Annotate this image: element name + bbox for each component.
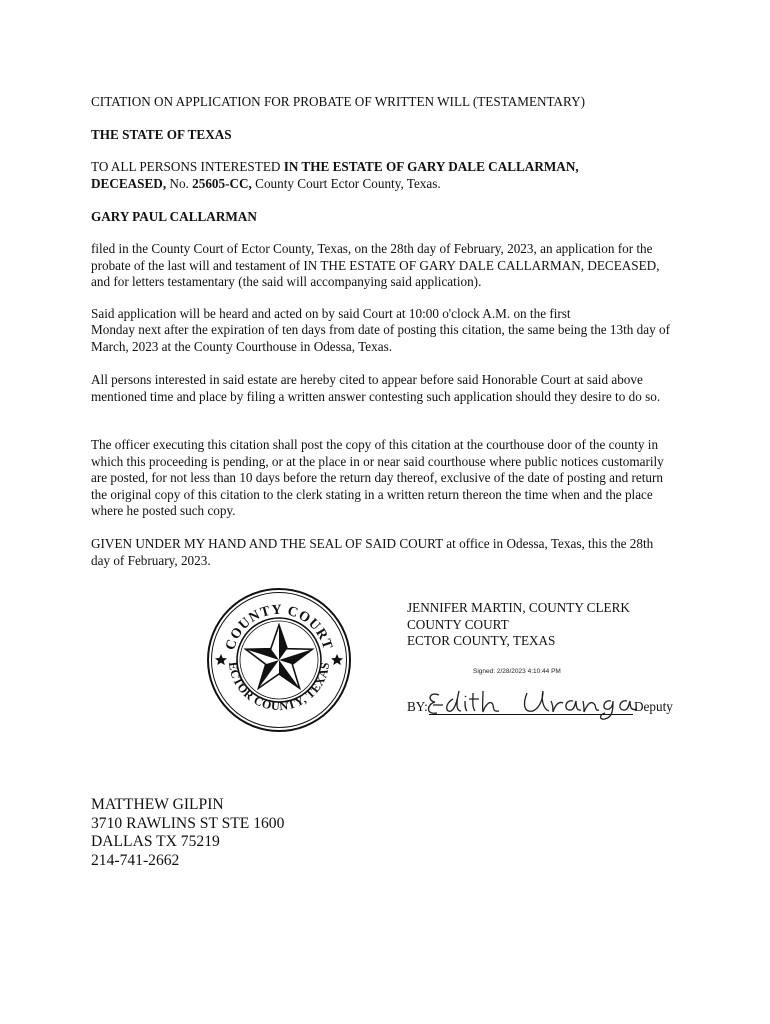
paragraph-cited: All persons interested in said estate are hereby cited to appear before said Honorable Court at said above mentioned time and place by filing a written answer contesting such application should they desire to do so. (91, 372, 661, 404)
clerk-court: COUNTY COURT (407, 616, 509, 632)
attorney-address-line2: DALLAS TX 75219 (91, 833, 220, 850)
case-number: 25605-CC, (192, 175, 252, 191)
by-label: BY: (407, 699, 428, 714)
to-all-persons (91, 159, 651, 192)
attorney-address-block (91, 796, 284, 870)
seal-bottom-text: ECTOR COUNTY, TEXAS (225, 661, 333, 714)
attorney-phone: 214-741-2662 (91, 851, 180, 869)
estate-name: IN THE ESTATE OF GARY DALE CALLARMAN, DECEASED, (91, 159, 579, 191)
texas-star-icon (246, 625, 313, 688)
handwritten-signature (419, 685, 639, 721)
court-text: County Court Ector County, Texas. (251, 175, 441, 191)
paragraph-hearing-2: Monday next after the expiration of ten days from date of posting this citation, the same being the 13th day of March, 2023 at the County Courthouse in Odessa, Texas. (91, 322, 671, 354)
paragraph-hearing-1: Said application will be heard and acted on by said Court at 10:00 o'clock A.M. on the first (91, 306, 571, 321)
state-line: THE STATE OF TEXAS (91, 127, 232, 142)
deputy-label: Deputy (634, 699, 673, 714)
county-court-seal (206, 587, 352, 733)
case-no-label: No. (166, 175, 193, 191)
attorney-address-line1: 3710 RAWLINS ST STE 1600 (91, 814, 285, 832)
paragraph-filed: filed in the County Court of Ector County, Texas, on the 28th day of February, 2023, an application for the probate of the last will and testament of IN THE ESTATE OF GARY DALE CALLARMAN, DECEASED, and for letters testamentary (the said will accompanying said application). (91, 241, 660, 289)
seal-top-text: COUNTY COURT (223, 602, 335, 653)
signature-row (407, 685, 707, 725)
paragraph-given: GIVEN UNDER MY HAND AND THE SEAL OF SAID COURT at office in Odessa, Texas, this the 28th day of February, 2023. (91, 536, 654, 568)
paragraph-officer: The officer executing this citation shall post the copy of this citation at the courthouse door of the county in which this proceeding is pending, or at the place in or near said courthouse where public notices customarily are posted, for not less than 10 days before the return day thereof, exclusive of the date of posting and return the original copy of this citation to the clerk stating in a written return thereon the time when and the place where he posted such copy. (91, 437, 664, 518)
clerk-county: ECTOR COUNTY, TEXAS (407, 633, 556, 648)
signed-timestamp: Signed: 2/28/2023 4:10:44 PM (473, 668, 561, 675)
document-heading: CITATION ON APPLICATION FOR PROBATE OF WRITTEN WILL (TESTAMENTARY) (91, 94, 586, 109)
clerk-name: JENNIFER MARTIN, COUNTY CLERK (407, 600, 630, 615)
applicant-name: GARY PAUL CALLARMAN (91, 209, 257, 224)
clerk-block (407, 600, 630, 650)
to-intro: TO ALL PERSONS INTERESTED (91, 159, 284, 174)
attorney-name: MATTHEW GILPIN (91, 796, 224, 813)
